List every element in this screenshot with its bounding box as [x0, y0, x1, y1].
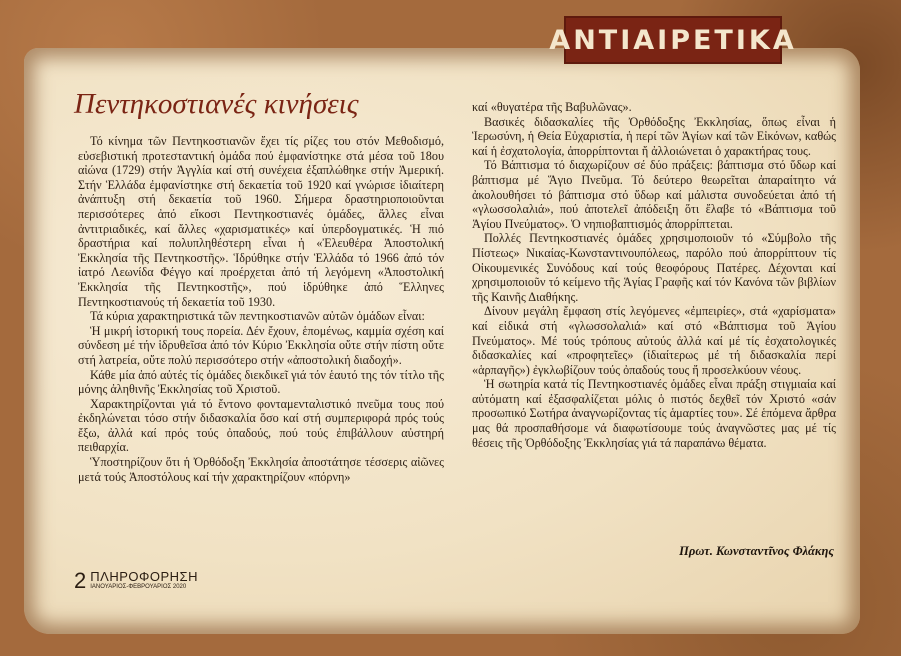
paragraph: Πολλές Πεντηκοστιανές ὁμάδες χρησιμοποιοῦν τό «Σύμβολο τῆς Πίστεως» Νικαίας-Κωνσταντινουπόλεως, παρόλο πού ἀπορρίπτουν τίς Οἰκουμενικές Συνόδους καί τούς θεοφόρους Πατέρες. Δέχονται καί χρησιμοποιοῦν τό κείμενο τῆς Ἁγίας Γραφῆς καί τόν Κανόνα τῶν βιβλίων τῆς Καινῆς Διαθήκης. [472, 231, 836, 304]
section-banner: ΑΝΤΙΑΙΡΕΤΙΚΑ [566, 18, 780, 62]
paragraph: Τό κίνημα τῶν Πεντηκοστιανῶν ἔχει τίς ρίζες του στόν Μεθοδισμό, εὐσεβιστική προτεσταντική ὁμάδα πού ἐμφανίστηκε στά μέσα τοῦ 18ου αἰώνα (1729) στήν Ἀγγλία καί στή συνέχεια ἐξαπλώθηκε στήν Ἀμερική. Στήν Ἑλλάδα ἐμφανίστηκε στή δεκαετία τοῦ 1920 καί γνώρισε ἰδιαίτερη ἀνάπτυξη στή δεκαετία τοῦ 1960. Σήμερα δραστηριοποιοῦνται περισσότερες ἀπό εἴκοσι Πεντηκοστιανές ὁμάδες, ἄλλες εἶναι ἀντιτριαδικές, καί ἄλλες «χαρισματικές» καί ὑπερδογματικές. Ἡ πιό δραστήρια καί πολυπληθέστερη εἶναι ἡ «Ἐλευθέρα Ἀποστολική Ἐκκλησία τῆς Πεντηκοστῆς». Ἱδρύθηκε στήν Ἑλλάδα τό 1966 ἀπό τόν ἰατρό Λεωνίδα Φέγγο καί προέρχεται ἀπό τή λεγόμενη «Ἀποστολική Ἐκκλησία τῆς Πεντηκοστῆς», πού ἱδρύθηκε ἀπό Ἕλληνες Πεντηκοστιανούς τή δεκαετία τοῦ 1930. [78, 134, 444, 309]
paragraph: Ὑποστηρίζουν ὅτι ἡ Ὀρθόδοξη Ἐκκλησία ἀποστάτησε τέσσερις αἰῶνες μετά τούς Ἀποστόλους καί τήν χαρακτηρίζουν «πόρνη» [78, 455, 444, 484]
paragraph: Τά κύρια χαρακτηριστικά τῶν πεντηκοστιανῶν αὐτῶν ὁμάδων εἶναι: [90, 309, 425, 324]
paragraph: Χαρακτηρίζονται γιά τό ἔντονο φονταμενταλιστικό πνεῦμα τους πού ἐκδηλώνεται τόσο στήν διδασκαλία ὅσο καί στή συμπεριφορά πρός τούς ἔξω, ἀλλά καί πρός τούς ὀπαδούς, πού τούς ἐπιβάλλουν αὐστηρή πειθαρχία. [78, 396, 444, 455]
paragraph: Ἡ σωτηρία κατά τίς Πεντηκοστιανές ὁμάδες εἶναι πράξη στιγμιαία καί αὐτόματη καί ἐξασφαλίζεται μόλις ὁ πιστός δεχθεῖ τόν Χριστό «σάν προσωπικό Σωτήρα ἀναγνωρίζοντας τίς ἁμαρτίες του». Σέ ἑπόμενα ἄρθρα μας θά προσπαθήσομε νά διαφωτίσουμε τούς ἀναγνῶστες μας μέ τίς θέσεις τῆς Ὀρθόδοξης Ἐκκλησίας γιά τά παραπάνω θέματα. [472, 377, 836, 450]
paragraph: Δίνουν μεγάλη ἔμφαση στίς λεγόμενες «ἐμπειρίες», στά «χαρίσματα» καί εἰδικά στή «γλωσσολαλιά» καί στό «Βάπτισμα τοῦ Ἁγίου Πνεύματος». Μέ τούς τρόπους αὐτούς ἀλλά καί μέ τίς ἐσχατολογικές διδασκαλίες καί «προφητεῖες» (ἰδιαίτερως μέ τή διδασκαλία περί «ἁρπαγῆς») ἐγκλωβίζουν τούς ὀπαδούς τους ἤ προσελκύουν νέους. [472, 304, 836, 377]
publication-name: ΠΛΗΡΟΦΟΡΗΣΗ [90, 569, 198, 584]
paragraph: Κάθε μία ἀπό αὐτές τίς ὁμάδες διεκδικεῖ γιά τόν ἑαυτό της τόν τίτλο τῆς μόνης ἀληθινῆς Ἐκκλησίας τοῦ Χριστοῦ. [78, 367, 444, 397]
paragraph: Βασικές διδασκαλίες τῆς Ὀρθόδοξης Ἐκκλησίας, ὅπως εἶναι ἡ Ἱερωσύνη, ἡ Θεία Εὐχαριστία, ἡ περί τῶν Ἁγίων καί τῶν Εἰκόνων, καθώς καί ἡ ἐσχατολογία, ἀπορρίπτονται ἤ ἀλλοιώνεται ὁ χαρακτήρας τους. [472, 114, 836, 158]
paragraph: Τό Βάπτισμα τό διαχωρίζουν σέ δύο πράξεις: βάπτισμα στό ὕδωρ καί βάπτισμα μέ Ἅγιο Πνεῦμα. Τό δεύτερο θεωρεῖται ἀπαραίτητο νά ἀκολουθήσει τό βάπτισμα στό ὕδωρ καί μάλιστα συνοδεύεται ἀπό τή «γλωσσολαλιά», πού ἀποτελεῖ ἀπόδειξη ὅτι ἔλαβε τό «Βάπτισμα τοῦ Ἁγίου Πνεύματος». Ὁ νηπιοβαπτισμός ἀπορρίπτεται. [472, 158, 836, 231]
article-title: Πεντηκοστιανές κινήσεις [74, 88, 359, 120]
author-signature: Πρωτ. Κωνσταντῖνος Φλάκης [679, 544, 834, 558]
page-footer [74, 570, 198, 592]
right-text-column [472, 100, 836, 450]
paragraph: Ἡ μικρή ἱστορική τους πορεία. Δέν ἔχουν, ἑπομένως, καμμία σχέση καί σύνδεση μέ τήν ἱδρυθεῖσα ἀπό τόν Κύριο Ἐκκλησία οὔτε στήν πίστη οὔτε στή λατρεία, οὔτε πολύ περισσότερο στήν «ἀποστολική διαδοχή». [78, 323, 444, 367]
left-text-column [78, 134, 444, 484]
paragraph: καί «θυγατέρα τῆς Βαβυλῶνας». [472, 100, 632, 114]
page-number: 2 [74, 568, 87, 593]
issue-date: ΙΑΝΟΥΑΡΙΟΣ-ΦΕΒΡΟΥΑΡΙΟΣ 2020 [90, 584, 187, 590]
